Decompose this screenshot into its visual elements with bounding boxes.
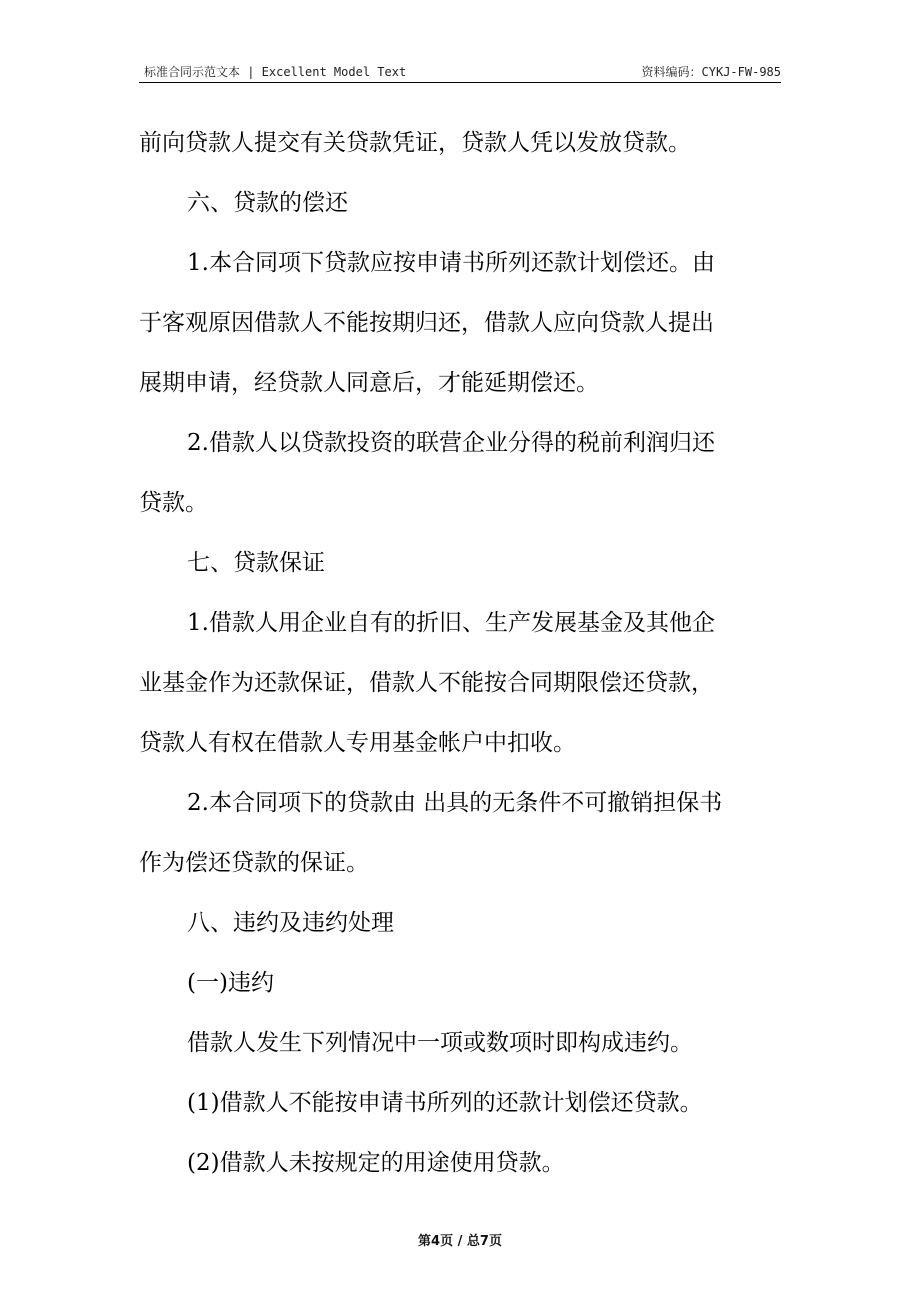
- document-body: [139, 118, 779, 1198]
- page-footer: [0, 1230, 920, 1249]
- paragraph-line: 作为偿还贷款的保证。: [139, 850, 369, 876]
- section-heading-repayment: 六、贷款的偿还: [187, 190, 348, 216]
- page-header: [139, 60, 781, 83]
- section-heading-default: 八、违约及违约处理: [187, 910, 394, 936]
- paragraph-line: 2.本合同项下的贷款由 出具的无条件不可撤销担保书: [187, 790, 723, 816]
- paragraph-line: 1.借款人用企业自有的折旧、生产发展基金及其他企: [187, 610, 715, 636]
- paragraph-line: 贷款。: [139, 490, 208, 516]
- paragraph-line: 1.本合同项下贷款应按申请书所列还款计划偿还。由: [187, 250, 715, 276]
- paragraph-line: 前向贷款人提交有关贷款凭证，贷款人凭以发放贷款。: [139, 130, 691, 156]
- section-heading-guarantee: 七、贷款保证: [187, 550, 325, 576]
- paragraph-line: 于客观原因借款人不能按期归还，借款人应向贷款人提出: [139, 310, 714, 336]
- header-title: 标准合同示范文本 | Excellent Model Text: [144, 65, 407, 79]
- paragraph-line: 贷款人有权在借款人专用基金帐户中扣收。: [139, 730, 576, 756]
- paragraph-line: 展期申请，经贷款人同意后，才能延期偿还。: [139, 370, 599, 396]
- subsection-heading: (一)违约: [187, 970, 274, 996]
- page-indicator: 第4页 / 总7页: [418, 1234, 502, 1249]
- paragraph-line: 2.借款人以贷款投资的联营企业分得的税前利润归还: [187, 430, 715, 456]
- list-item: (1)借款人不能按申请书所列的还款计划偿还贷款。: [187, 1090, 703, 1116]
- header-doc-code: 资料编码：CYKJ-FW-985: [641, 65, 781, 79]
- paragraph-line: 业基金作为还款保证，借款人不能按合同期限偿还贷款，: [139, 670, 714, 696]
- paragraph-line: 借款人发生下列情况中一项或数项时即构成违约。: [187, 1030, 693, 1056]
- list-item: (2)借款人未按规定的用途使用贷款。: [187, 1150, 565, 1176]
